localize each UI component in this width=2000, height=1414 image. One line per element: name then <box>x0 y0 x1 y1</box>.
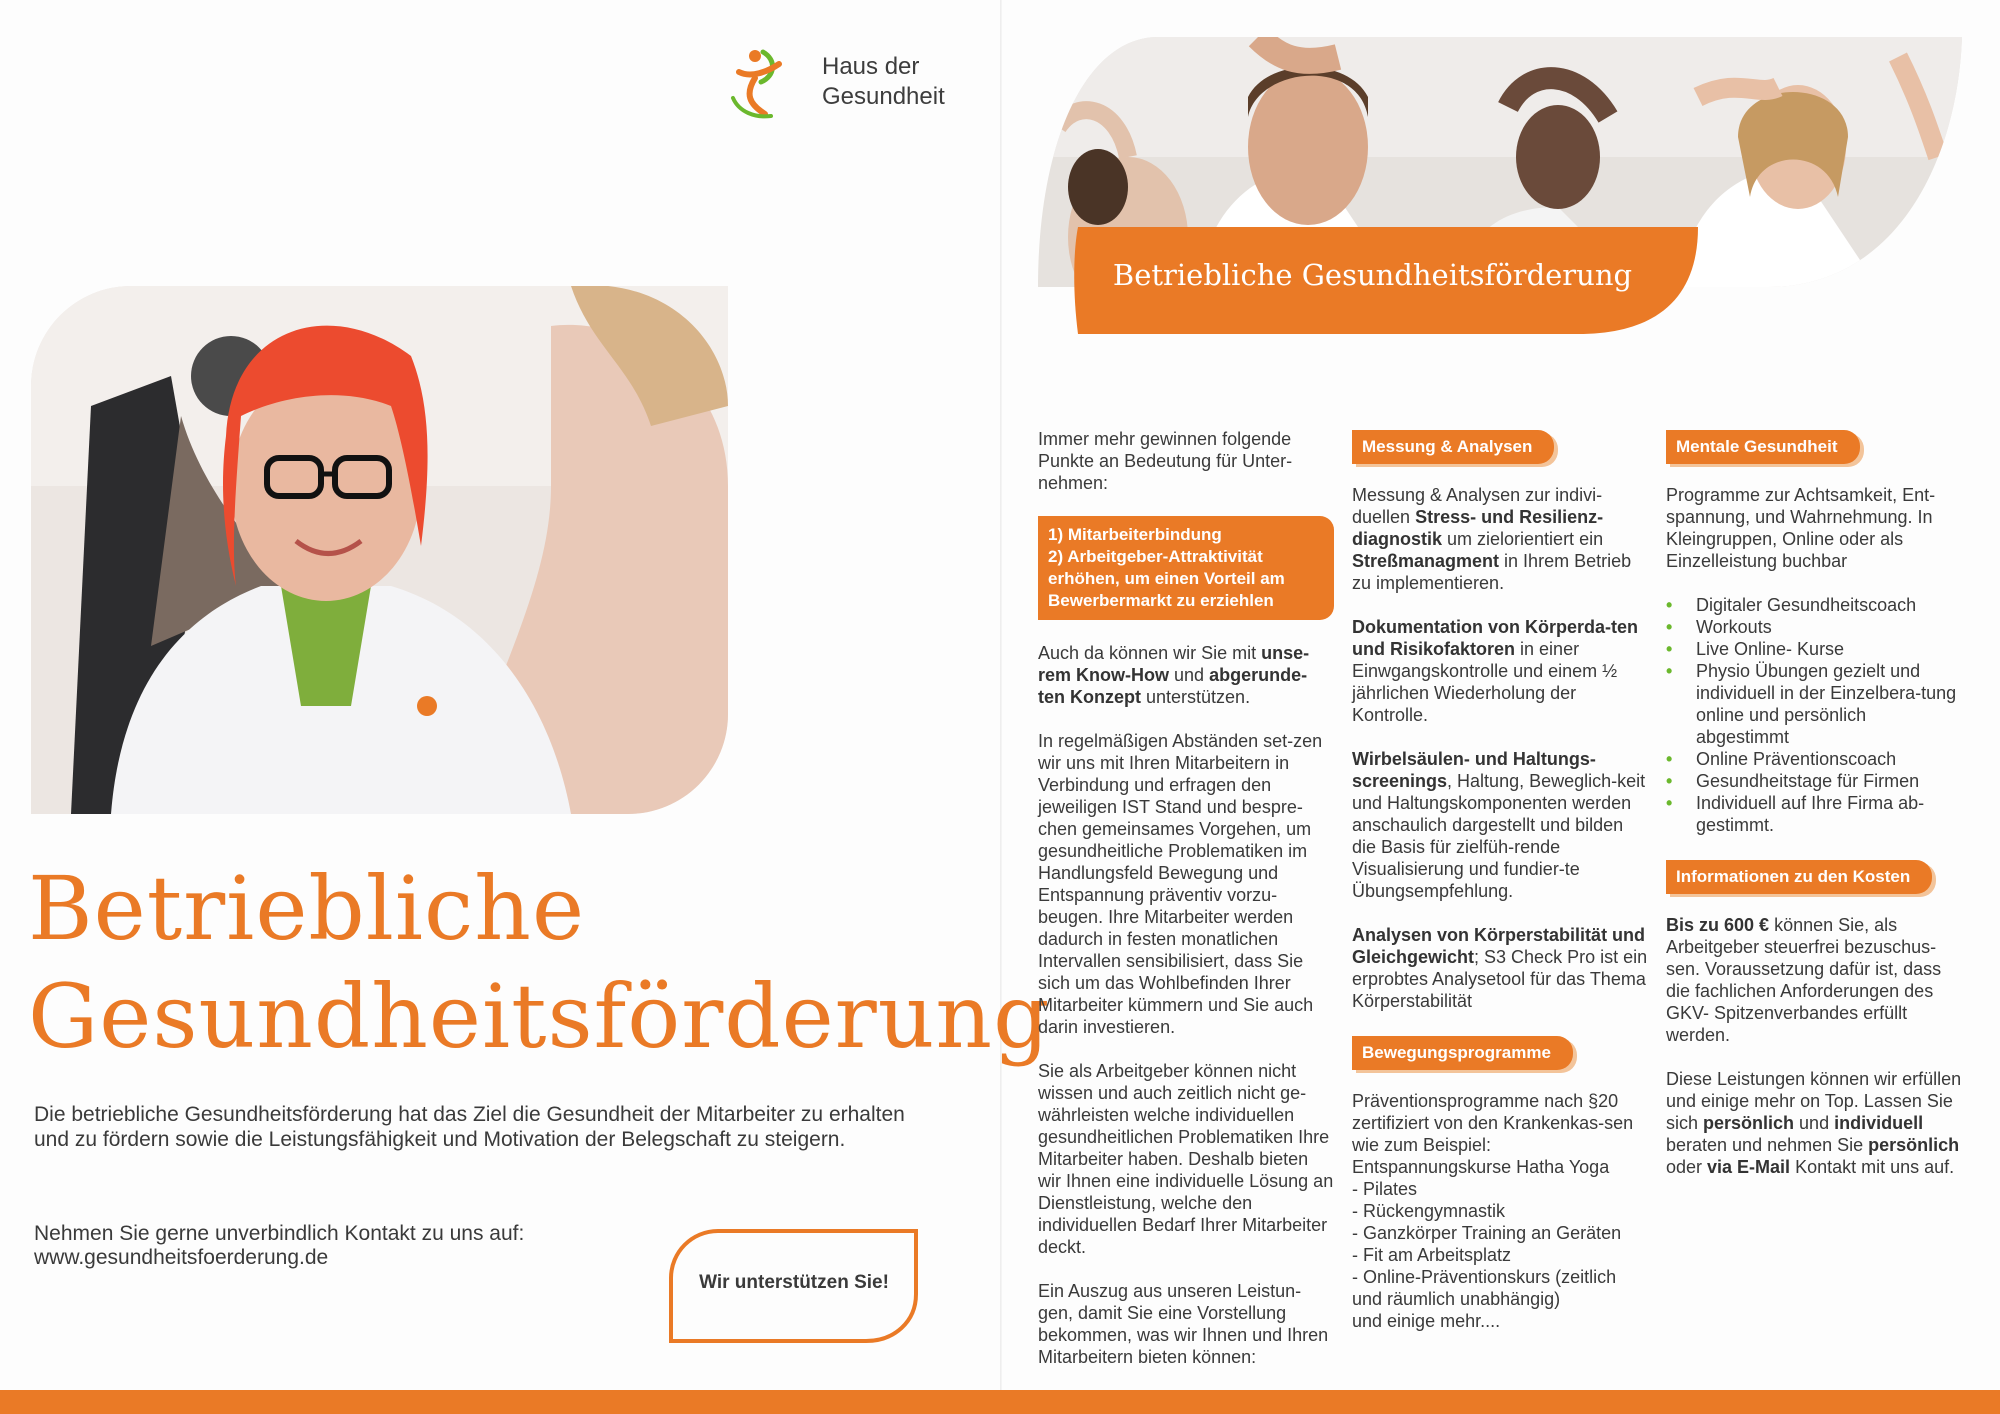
col3-paragraph-2 <box>1666 914 1962 1046</box>
list-item: • Online Präventionscoach <box>1666 748 1962 770</box>
col3-paragraph-3 <box>1666 1068 1962 1178</box>
bold-run: abgerunde-ten Konzept <box>1038 665 1308 707</box>
bottom-accent-bar <box>0 1390 2000 1414</box>
bold-run: Dokumentation von Körperda-ten und Risikofaktoren <box>1352 617 1639 659</box>
offer-list <box>1666 594 1962 836</box>
page-title <box>28 855 1050 1071</box>
program-item: Entspannungskurse Hatha Yoga <box>1352 1157 1610 1177</box>
col1-paragraph-2 <box>1038 642 1334 708</box>
bold-run: Stress- und Resilienz-diagnostik <box>1352 507 1604 549</box>
list-item: • Gesundheitstage für Firmen <box>1666 770 1962 792</box>
text-run: um zielorientiert ein <box>1442 529 1604 549</box>
website-link[interactable]: www.gesundheitsfoerderung.de <box>34 1246 329 1269</box>
text-run: in Ihrem Betrieb zu implementieren. <box>1352 551 1632 593</box>
page-fold <box>1000 0 1002 1390</box>
heading-kosten: Informationen zu den Kosten <box>1666 860 1932 894</box>
priority-2: 2) Arbeitgeber-Attraktivität erhöhen, um einen Vorteil am Bewerbermarkt zu erziehlen <box>1048 547 1285 610</box>
col3-paragraph-1: Programme zur Achtsamkeit, Ent-spannung, und Wahrnehmung. In Kleingruppen, Online oder als Einzelleistung buchbar <box>1666 485 1936 571</box>
column-1 <box>1038 428 1334 1390</box>
list-item: • Physio Übungen gezielt und individuell in der Einzelbera-tung online und persönlich abgestimmt <box>1666 660 1962 748</box>
title-line2: Gesundheitsförderung <box>28 965 1051 1068</box>
logo-line2: Gesundheit <box>822 83 945 110</box>
text-run: und <box>1169 665 1210 685</box>
list-item: • Workouts <box>1666 616 1962 638</box>
program-item: und einige mehr.... <box>1352 1311 1501 1331</box>
program-list <box>1352 1156 1648 1332</box>
col2-paragraph-4 <box>1352 924 1648 1012</box>
text-run: können Sie, als Arbeitgeber steuerfrei bezuschus-sen. Voraussetzung dafür ist, dass die fachlichen Anforderungen des GKV- Spitzenverbandes erfüllt werden. <box>1666 915 1942 1045</box>
text-run: Auch da können wir Sie mit <box>1038 643 1262 663</box>
column-2 <box>1352 428 1648 1332</box>
intro-text <box>34 1102 934 1152</box>
col2-paragraph-2 <box>1352 616 1648 726</box>
list-item: • Live Online- Kurse <box>1666 638 1962 660</box>
priorities-box <box>1038 516 1334 620</box>
program-item: - Pilates <box>1352 1179 1418 1199</box>
col1-intro: Immer mehr gewinnen folgende Punkte an Bedeutung für Unter-nehmen: <box>1038 429 1293 493</box>
list-item: • Individuell auf Ihre Firma ab-gestimmt. <box>1666 792 1962 836</box>
bold-run: Wirbelsäulen- und Haltungs-screenings <box>1352 749 1596 791</box>
priority-1: 1) Mitarbeiterbindung <box>1048 525 1222 544</box>
bold-run: persönlich <box>1868 1135 1960 1155</box>
logo-text <box>822 52 945 112</box>
intro-line1: Die betriebliche Gesundheitsförderung hat das Ziel die Gesundheit der Mitarbeiter zu erhalten <box>34 1103 905 1126</box>
bold-run: via E-Mail <box>1707 1157 1791 1177</box>
contact-block <box>34 1222 524 1270</box>
heading-bewegung: Bewegungsprogramme <box>1352 1036 1573 1070</box>
col2-paragraph-5: Präventionsprogramme nach §20 zertifiziert von den Krankenkas-sen wie zum Beispiel: <box>1352 1091 1634 1155</box>
bold-run: individuell <box>1834 1113 1924 1133</box>
program-item: - Ganzkörper Training an Geräten <box>1352 1223 1622 1243</box>
col1-paragraph-5: Ein Auszug aus unseren Leistun-gen, damit Sie eine Vorstellung bekommen, was wir Ihnen und Ihren Mitarbeitern bieten können: <box>1038 1281 1329 1367</box>
team-photo <box>1038 37 1962 337</box>
heading-mentale: Mentale Gesundheit <box>1666 430 1860 464</box>
text-run: beraten und nehmen Sie <box>1666 1135 1869 1155</box>
col1-paragraph-4: Sie als Arbeitgeber können nicht wissen und auch zeitlich nicht ge-währleisten welche individuellen gesundheitlichen Problematiken Ihre Mitarbeiter haben. Deshalb bieten wir Ihnen eine individuelle Lösung an Dienstleistung, welche den individuellen Bedarf Ihrer Mitarbeiter deckt. <box>1038 1061 1334 1257</box>
col2-paragraph-1 <box>1352 484 1648 594</box>
text-run: , Haltung, Beweglich-keit und Haltungskomponenten werden anschaulich dargestellt und bilden die Basis für zielfüh-rende Visualisierung und fundier-te Übungsempfehlung. <box>1352 771 1646 901</box>
section-header-label: Betriebliche Gesundheitsförderung <box>1112 258 1633 292</box>
support-label: Wir unterstützen Sie! <box>699 1272 889 1293</box>
bold-run: unse-rem Know-How <box>1038 643 1310 685</box>
trainer-photo-illustration <box>31 286 728 814</box>
program-item: - Online-Präventionskurs (zeitlich und räumlich unabhängig) <box>1352 1267 1617 1309</box>
text-run: unterstützen. <box>1141 687 1251 707</box>
hero-photo <box>31 286 728 814</box>
bold-run: Bis zu 600 € <box>1666 915 1770 935</box>
logo-line1: Haus der <box>822 53 920 80</box>
text-run: Kontakt mit uns auf. <box>1790 1157 1955 1177</box>
bold-run: Analysen von Körperstabilität und Gleichgewicht <box>1352 925 1646 967</box>
title-line1: Betriebliche <box>28 857 586 960</box>
text-run: ; S3 Check Pro ist ein erprobtes Analysetool für das Thema Körperstabilität <box>1352 947 1648 1011</box>
bold-run: Streßmanagment <box>1352 551 1500 571</box>
col2-paragraph-3 <box>1352 748 1648 902</box>
list-item: • Digitaler Gesundheitscoach <box>1666 594 1962 616</box>
text-run: oder <box>1666 1157 1708 1177</box>
heading-messung: Messung & Analysen <box>1352 430 1554 464</box>
contact-line: Nehmen Sie gerne unverbindlich Kontakt zu uns auf: <box>34 1222 525 1245</box>
text-run: Diese Leistungen können wir erfüllen und einige mehr on Top. Lassen Sie sich <box>1666 1069 1962 1133</box>
text-run: in einer Einwgangskontrolle und einem ½ jährlichen Wiederholung der Kontrolle. <box>1352 639 1618 725</box>
col1-paragraph-3: In regelmäßigen Abständen set-zen wir uns mit Ihren Mitarbeitern in Verbindung und erfragen den jeweiligen IST Stand und bespre-chen gemeinsames Vorgehen, um gesundheitliche Problematiken im Handlungsfeld Bewegung und Entspannung präventiv vorzu-beugen. Ihre Mitarbeiter werden dadurch in festen monatlichen Intervallen sensibilisiert, dass Sie sich um das Wohlbefinden Ihrer Mitarbeiter kümmern und Sie auch darin investieren. <box>1038 731 1323 1037</box>
program-item: - Fit am Arbeitsplatz <box>1352 1245 1512 1265</box>
text-run: und <box>1794 1113 1835 1133</box>
bold-run: persönlich <box>1703 1113 1795 1133</box>
intro-line2: und zu fördern sowie die Leistungsfähigkeit und Motivation der Belegschaft zu steigern. <box>34 1128 846 1151</box>
column-3 <box>1666 428 1962 1200</box>
text-run: Messung & Analysen zur indivi-duellen <box>1352 485 1603 527</box>
program-item: - Rückengymnastik <box>1352 1201 1506 1221</box>
